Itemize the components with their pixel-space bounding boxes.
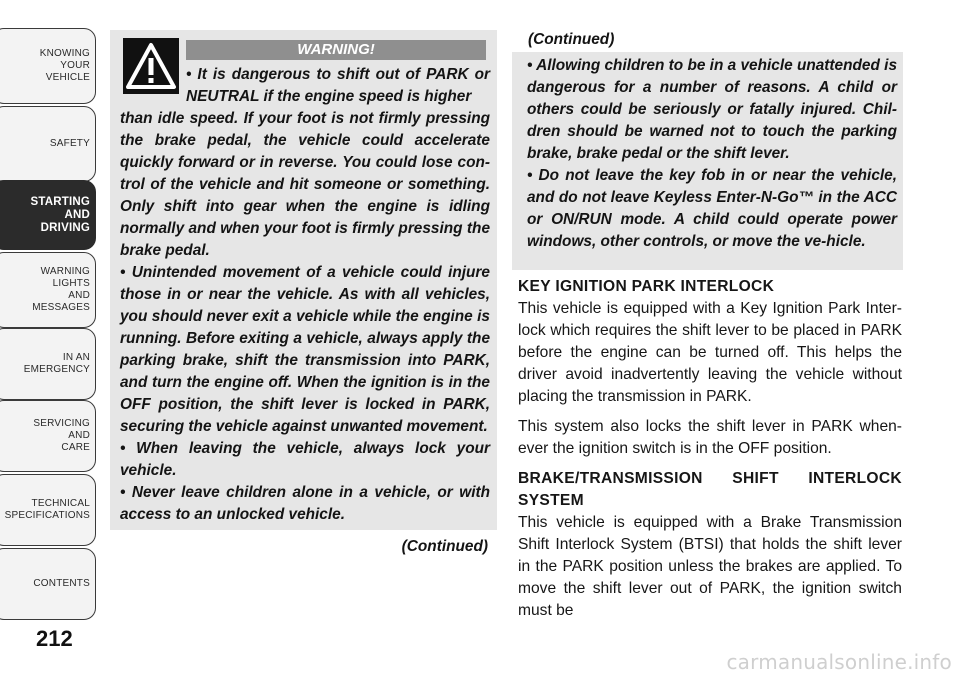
- interlock-paragraph-2: This system also locks the shift lever in PARK when-ever the ignition switch is in the OFF position.: [518, 418, 902, 457]
- body-text: [518, 276, 902, 622]
- tab-label-line: LIGHTS: [52, 278, 90, 289]
- tab-technical-specifications[interactable]: [0, 474, 96, 546]
- tab-label-line: VEHICLE: [45, 72, 90, 83]
- continued-heading: (Continued): [528, 31, 615, 48]
- section-title-key-ignition-park-interlock: KEY IGNITION PARK INTERLOCK: [518, 278, 775, 295]
- tab-label-line: DRIVING: [40, 221, 90, 234]
- interlock-paragraph-1: This vehicle is equipped with a Key Ignition Park Inter-lock which requires the shift lever to be placed in PARK before the engine can be turned off. This helps the driver avoid inadvertently leaving the vehicle without placing the transmission in PARK.: [518, 300, 902, 405]
- tab-contents[interactable]: [0, 548, 96, 620]
- tab-label-line: AND: [68, 290, 90, 301]
- tab-label-line: AND: [64, 208, 90, 221]
- warning-cont-bullet-1: • Allowing children to be in a vehicle unattended is dangerous for a number of reasons. A child or others could be seriously or fatally injured. Chil-dren should be warned not to touch the parking brake, brake pedal or the shift lever.: [527, 57, 897, 162]
- tab-label-line: KNOWING: [39, 48, 90, 59]
- tab-safety[interactable]: [0, 106, 96, 182]
- tab-label-line: CARE: [61, 442, 90, 453]
- warning-header: WARNING!: [186, 40, 486, 60]
- tab-label-line: STARTING: [30, 195, 90, 208]
- tab-label-line: CONTENTS: [33, 578, 90, 589]
- watermark: carmanualsonline.info: [726, 650, 952, 674]
- tab-label-line: MESSAGES: [32, 302, 90, 313]
- tab-label-line: AND: [68, 430, 90, 441]
- warning-bullet-1-lead: • It is dangerous to shift out of PARK or NEUTRAL if the engine speed is higher: [186, 66, 490, 105]
- section-title-btsi: BRAKE/TRANSMISSION SHIFT INTERLOCK SYSTEM: [518, 470, 902, 509]
- page-number: 212: [36, 626, 73, 651]
- btsi-paragraph-1: This vehicle is equipped with a Brake Transmission Shift Interlock System (BTSI) that holds the shift lever in the PARK position unless the brakes are applied. To move the shift lever out of PARK, the ignition switch must be: [518, 514, 902, 619]
- warning-continued-text: [527, 55, 897, 253]
- tab-label-line: SERVICING: [33, 418, 90, 429]
- tab-servicing-and-care[interactable]: [0, 400, 96, 472]
- continued-label: (Continued): [401, 538, 488, 555]
- tab-label-line: WARNING: [40, 266, 90, 277]
- warning-bullet-3: • When leaving the vehicle, always lock your vehicle.: [120, 440, 490, 479]
- warning-bullet-2: • Unintended movement of a vehicle could injure those in or near the vehicle. As with all vehicles, you should never exit a vehicle while the engine is running. Before exiting a vehicle, always apply the parking brake, shift the transmission into PARK, and turn the engine off. When the ignition is in the OFF position, the shift lever is locked in PARK, securing the vehicle against unwanted movement.: [120, 264, 490, 435]
- tab-label-line: TECHNICAL: [31, 498, 90, 509]
- tab-label-line: SPECIFICATIONS: [4, 510, 90, 521]
- tab-label-line: EMERGENCY: [23, 364, 90, 375]
- warning-bullet-4: • Never leave children alone in a vehicle, or with access to an unlocked vehicle.: [120, 484, 490, 523]
- tab-in-an-emergency[interactable]: [0, 328, 96, 400]
- tab-knowing-your-vehicle[interactable]: [0, 28, 96, 104]
- tab-label-line: IN AN: [62, 352, 90, 363]
- tab-starting-and-driving[interactable]: [0, 180, 96, 250]
- warning-cont-bullet-2: • Do not leave the key fob in or near the vehicle, and do not leave Keyless Enter-N-Go™ in the ACC or ON/RUN mode. A child could operate power windows, other controls, or move the ve-hicle.: [527, 167, 897, 250]
- tab-warning-lights-and-messages[interactable]: [0, 252, 96, 328]
- tab-label-line: YOUR: [60, 60, 90, 71]
- warning-text: [120, 64, 490, 526]
- tab-label-line: SAFETY: [49, 138, 90, 149]
- warning-bullet-1-rest: than idle speed. If your foot is not firmly pressing the brake pedal, the vehicle could accelerate quickly forward or in reverse. You could lose con-trol of the vehicle and hit someone or something. Only shift into gear when the engine is idling normally and when your foot is firmly pressing the brake pedal.: [120, 110, 490, 259]
- chapter-nav: [0, 0, 98, 640]
